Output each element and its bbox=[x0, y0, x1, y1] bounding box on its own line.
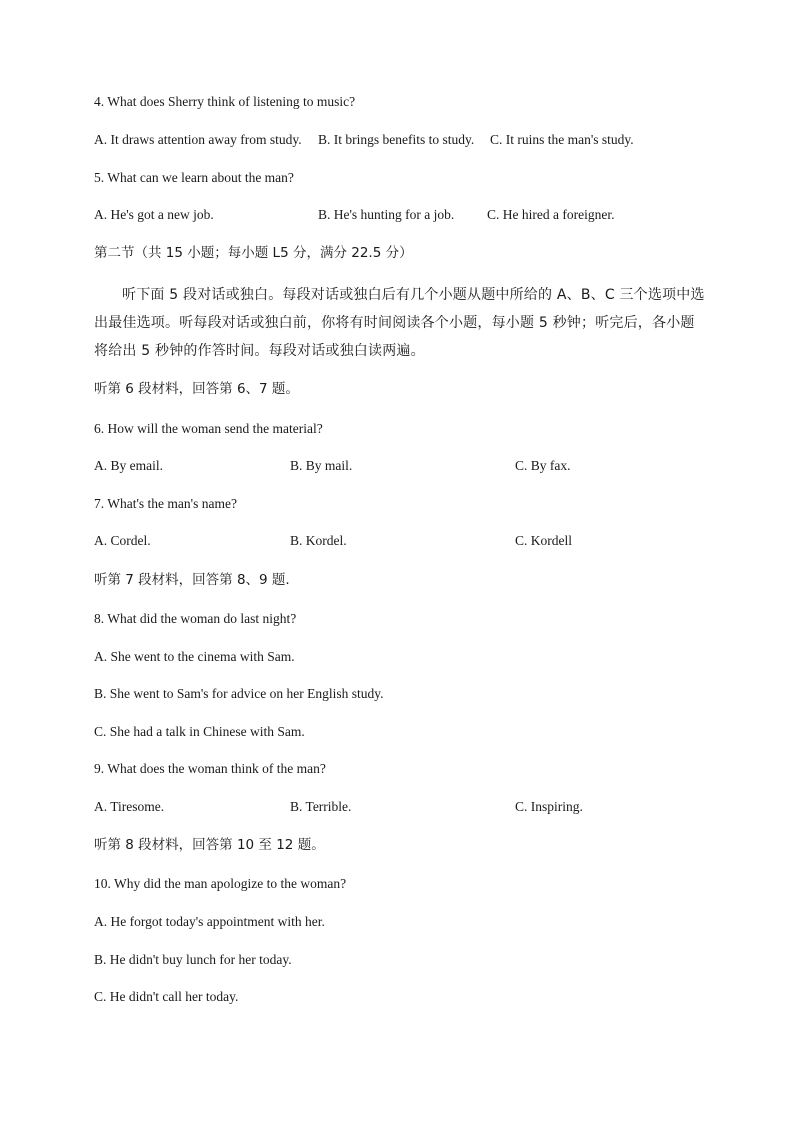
q4-option-b: B. It brings benefits to study. bbox=[318, 132, 475, 147]
q6-option-a: A. By email. bbox=[94, 458, 163, 473]
q5-option-c: C. He hired a foreigner. bbox=[487, 207, 615, 222]
q9-option-c: C. Inspiring. bbox=[515, 799, 583, 814]
q7-option-a: A. Cordel. bbox=[94, 533, 151, 548]
question-4: 4. What does Sherry think of listening to music? bbox=[94, 94, 356, 109]
question-10: 10. Why did the man apologize to the woman? bbox=[94, 876, 347, 891]
material-7-heading: 听第 7 段材料，回答第 8、9 题. bbox=[94, 572, 290, 588]
q5-option-b: B. He's hunting for a job. bbox=[318, 207, 455, 222]
question-8: 8. What did the woman do last night? bbox=[94, 611, 297, 626]
q5-option-a: A. He's got a new job. bbox=[94, 207, 214, 222]
q7-option-c: C. Kordell bbox=[515, 533, 572, 548]
q10-option-a: A. He forgot today's appointment with her. bbox=[94, 914, 325, 929]
section-2-instructions: 听下面 5 段对话或独白。每段对话或独白后有几个小题从题中所给的 A、B、C 三个选项中选出最佳选项。听每段对话或独白前，你将有时间阅读各个小题，每小题 5 秒钟；听完后，各小题将给出 5 秒钟的作答时间。每段对话或独白读两遍。 bbox=[94, 287, 705, 359]
q4-option-a: A. It draws attention away from study. bbox=[94, 132, 302, 147]
q8-option-a: A. She went to the cinema with Sam. bbox=[94, 649, 295, 664]
q4-option-c: C. It ruins the man's study. bbox=[490, 132, 634, 147]
q8-option-b: B. She went to Sam's for advice on her English study. bbox=[94, 686, 384, 701]
q7-option-b: B. Kordel. bbox=[290, 533, 347, 548]
q8-option-c: C. She had a talk in Chinese with Sam. bbox=[94, 724, 305, 739]
question-6: 6. How will the woman send the material? bbox=[94, 421, 323, 436]
material-6-heading: 听第 6 段材料，回答第 6、7 题。 bbox=[94, 381, 299, 397]
material-8-heading: 听第 8 段材料，回答第 10 至 12 题。 bbox=[94, 837, 325, 853]
q9-option-a: A. Tiresome. bbox=[94, 799, 165, 814]
question-9: 9. What does the woman think of the man? bbox=[94, 761, 326, 776]
q6-option-c: C. By fax. bbox=[515, 458, 571, 473]
question-5: 5. What can we learn about the man? bbox=[94, 170, 294, 185]
q10-option-b: B. He didn't buy lunch for her today. bbox=[94, 952, 292, 967]
q6-option-b: B. By mail. bbox=[290, 458, 353, 473]
q9-option-b: B. Terrible. bbox=[290, 799, 352, 814]
q10-option-c: C. He didn't call her today. bbox=[94, 989, 239, 1004]
question-7: 7. What's the man's name? bbox=[94, 496, 237, 511]
section-2-heading: 第二节（共 15 小题；每小题 L5 分，满分 22.5 分） bbox=[94, 245, 413, 261]
